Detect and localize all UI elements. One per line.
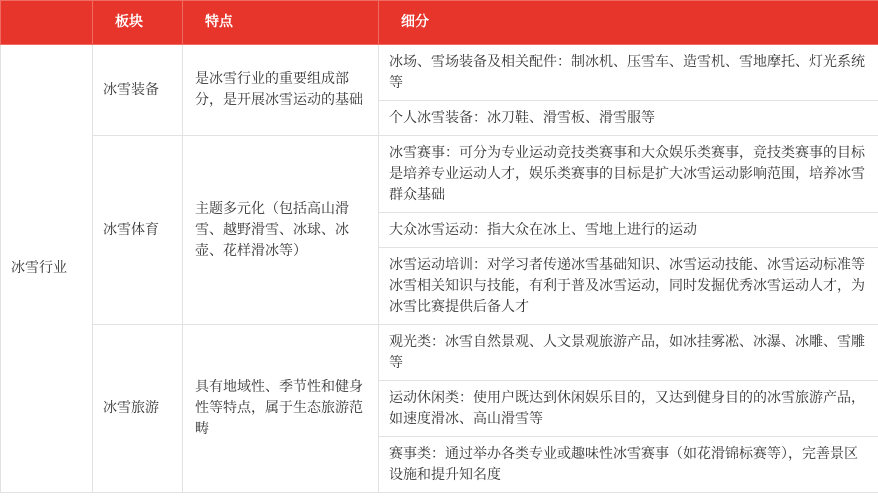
feature-sports: 主题多元化（包括高山滑雪、越野滑雪、冰球、冰壶、花样滑冰等） bbox=[183, 136, 379, 325]
header-detail: 细分 bbox=[379, 1, 878, 45]
feature-tourism: 具有地域性、季节性和健身性等特点，属于生态旅游范畴 bbox=[183, 325, 379, 493]
detail-tourism-sightseeing: 观光类：冰雪自然景观、人文景观旅游产品，如冰挂雾凇、冰瀑、冰雕、雪雕等 bbox=[379, 325, 878, 381]
feature-equipment: 是冰雪行业的重要组成部分，是开展冰雪运动的基础 bbox=[183, 45, 379, 136]
detail-equipment-personal: 个人冰雪装备：冰刀鞋、滑雪板、滑雪服等 bbox=[379, 101, 878, 136]
table-row bbox=[1, 136, 878, 213]
header-section: 板块 bbox=[93, 1, 183, 45]
detail-tourism-leisure: 运动休闲类：使用户既达到休闲娱乐目的，又达到健身目的的冰雪旅游产品，如速度滑冰、高山滑雪等 bbox=[379, 381, 878, 437]
header-feature: 特点 bbox=[183, 1, 379, 45]
detail-tourism-events: 赛事类：通过举办各类专业或趣味性冰雪赛事（如花滑锦标赛等），完善景区设施和提升知名度 bbox=[379, 437, 878, 493]
detail-sports-events: 冰雪赛事：可分为专业运动竞技类赛事和大众娱乐类赛事，竞技类赛事的目标是培养专业运动人才，娱乐类赛事的目标是扩大冰雪运动影响范围，培养冰雪群众基础 bbox=[379, 136, 878, 213]
table-row bbox=[1, 325, 878, 381]
header-empty bbox=[1, 1, 93, 45]
table-row bbox=[1, 45, 878, 101]
detail-sports-public: 大众冰雪运动：指大众在冰上、雪地上进行的运动 bbox=[379, 213, 878, 248]
table-header-row bbox=[1, 1, 878, 45]
section-sports: 冰雪体育 bbox=[93, 136, 183, 325]
detail-equipment-venue: 冰场、雪场装备及相关配件：制冰机、压雪车、造雪机、雪地摩托、灯光系统等 bbox=[379, 45, 878, 101]
section-equipment: 冰雪装备 bbox=[93, 45, 183, 136]
detail-sports-training: 冰雪运动培训：对学习者传递冰雪基础知识、冰雪运动技能、冰雪运动标准等冰雪相关知识与技能，有利于普及冰雪运动，同时发掘优秀冰雪运动人才，为冰雪比赛提供后备人才 bbox=[379, 248, 878, 325]
category-cell: 冰雪行业 bbox=[1, 45, 93, 493]
section-tourism: 冰雪旅游 bbox=[93, 325, 183, 493]
